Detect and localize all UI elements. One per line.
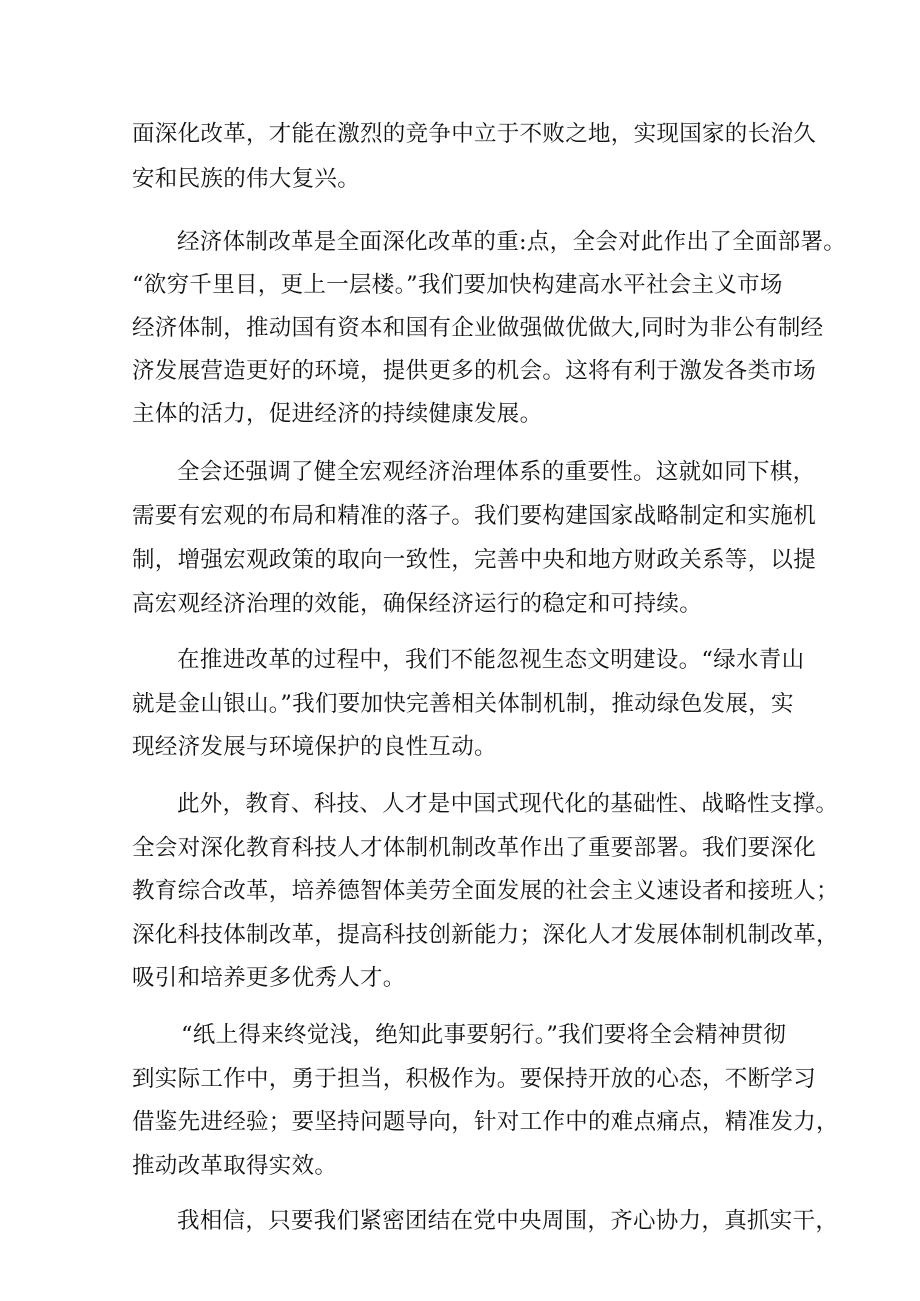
text-line: 深化科技体制改革，提高科技创新能力；深化人才发展体制机制改革， <box>132 922 839 948</box>
text-line: 现经济发展与环境保护的良性互动。 <box>132 734 497 760</box>
paragraph-first-line: 经济体制改革是全面深化改革的重:点，全会对此作出了全面部署。 <box>177 229 847 255</box>
paragraph-first-line: 此外，教育、科技、人才是中国式现代化的基础性、战略性支撑。 <box>177 791 839 817</box>
text-line: 经济体制，推动国有资本和国有企业做强做优做大,同时为非公有制经 <box>132 315 824 341</box>
text-line: 就是金山银山。”我们要加快完善相关体制机制，推动绿色发展，实 <box>132 691 794 717</box>
text-line: 吸引和培养更多优秀人才。 <box>132 965 406 991</box>
text-line: 安和民族的伟大复兴。 <box>132 166 361 192</box>
text-line: 全会对深化教育科技人才体制机制改革作出了重要部署。我们要深化 <box>132 835 817 861</box>
text-line: 教育综合改革，培养德智体美劳全面发展的社会主义速设者和接班人； <box>132 878 839 904</box>
text-line: 需要有宏观的布局和精准的落子。我们要构建国家战略制定和实施机 <box>132 503 817 529</box>
text-line: 制，增强宏观政策的取向一致性，完善中央和地方财政关系等，以提 <box>132 547 817 573</box>
text-line: 高宏观经济治理的效能，确保经济运行的稳定和可持续。 <box>132 591 703 617</box>
text-line: 面深化改革，才能在激烈的竞争中立于不败之地，实现国家的长治久 <box>132 121 817 147</box>
text-line: “欲穷千里目，更上一层楼。”我们要加快构建高水平社会主义市场 <box>132 272 783 298</box>
text-line: 到实际工作中，勇于担当，积极作为。要保持开放的心态，不断学习 <box>132 1066 817 1092</box>
paragraph-first-line: “纸上得来终觉浅，绝知此事要躬行。”我们要将全会精神贯彻 <box>181 1022 787 1048</box>
text-line: 借鉴先进经验；要坚持问题导向，针对工作中的难点痛点，精准发力， <box>132 1109 839 1135</box>
text-line: 济发展营造更好的环境，提供更多的机会。这将有利于激发各类市场 <box>132 358 817 384</box>
text-line: 主体的活力，促进经济的持续健康发展。 <box>132 401 543 427</box>
paragraph-first-line: 我相信，只要我们紧密团结在党中央周围，齐心协力，真抓实干， <box>177 1208 839 1234</box>
text-line: 推动改革取得实效。 <box>132 1153 338 1179</box>
paragraph-first-line: 在推进改革的过程中，我们不能忽视生态文明建设。“绿水青山 <box>177 647 805 673</box>
paragraph-first-line: 全会还强调了健全宏观经济治理体系的重要性。这就如同下棋， <box>177 459 816 485</box>
